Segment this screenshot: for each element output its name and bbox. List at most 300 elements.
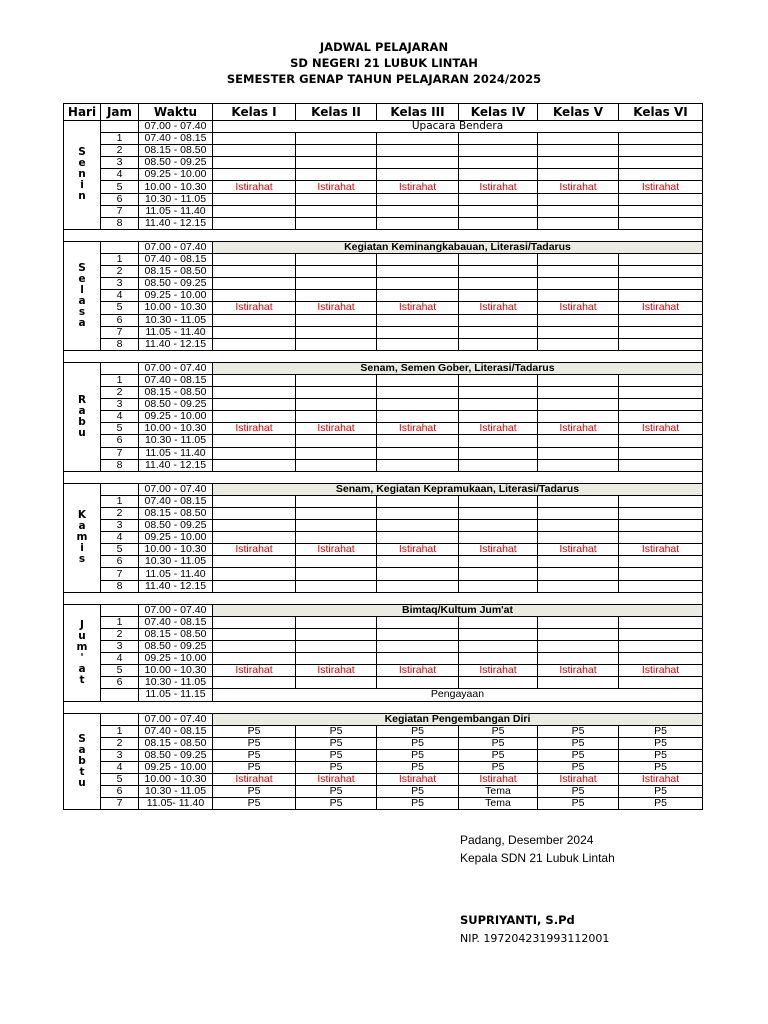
class-cell: [213, 278, 296, 290]
class-cell: [377, 326, 459, 338]
table-row: [64, 628, 703, 640]
jam-cell: [101, 362, 139, 374]
class-cell: [296, 399, 377, 411]
opening-activity: Kegiatan Keminangkabauan, Literasi/Tadarus: [213, 241, 703, 253]
day-letter: a: [78, 294, 86, 307]
class-cell: [213, 459, 296, 471]
class-cell: [296, 447, 377, 459]
day-name-cell: [64, 362, 101, 471]
opening-row: [64, 362, 703, 374]
class-cell: [619, 266, 703, 278]
class-cell: [213, 133, 296, 145]
signature-position: Kepala SDN 21 Lubuk Lintah: [460, 851, 615, 865]
class-cell: [459, 616, 538, 628]
class-cell: P5: [213, 761, 296, 773]
waktu-cell: 09.25 - 10.00: [139, 761, 213, 773]
class-cell: [377, 254, 459, 266]
class-cell: [213, 314, 296, 326]
class-cell: [619, 616, 703, 628]
table-row: [64, 181, 703, 193]
class-cell: [213, 399, 296, 411]
class-cell: [459, 205, 538, 217]
class-cell: [459, 169, 538, 181]
class-cell: P5: [619, 749, 703, 761]
class-cell: [619, 641, 703, 653]
class-cell: [296, 254, 377, 266]
jam-cell: 4: [101, 169, 139, 181]
day-letter: b: [78, 415, 86, 428]
class-cell: [459, 387, 538, 399]
table-row: [64, 532, 703, 544]
class-cell: [296, 568, 377, 580]
class-cell: Istirahat: [377, 665, 459, 677]
day-letter: n: [78, 168, 86, 181]
class-cell: [538, 580, 619, 592]
class-cell: [538, 205, 619, 217]
waktu-cell: 07.00 - 07.40: [139, 241, 213, 253]
class-cell: [619, 568, 703, 580]
jam-cell: 8: [101, 217, 139, 229]
waktu-cell: 11.05 - 11.40: [139, 447, 213, 459]
class-cell: [538, 447, 619, 459]
class-cell: [213, 387, 296, 399]
class-cell: [213, 374, 296, 386]
class-cell: [459, 326, 538, 338]
class-cell: [619, 314, 703, 326]
class-cell: [213, 157, 296, 169]
class-cell: [619, 133, 703, 145]
class-cell: [213, 677, 296, 689]
class-cell: [459, 254, 538, 266]
day-letter: S: [78, 261, 86, 274]
class-cell: [296, 520, 377, 532]
class-cell: [538, 616, 619, 628]
class-cell: Istirahat: [459, 544, 538, 556]
jam-cell: 7: [101, 447, 139, 459]
table-row: [64, 774, 703, 786]
signature-place-date: Padang, Desember 2024: [460, 833, 594, 847]
day-separator-row: [64, 229, 703, 241]
title-line-2: SD NEGERI 21 LUBUK LINTAH: [290, 56, 478, 70]
separator-cell: [64, 229, 703, 241]
jam-cell: 2: [101, 266, 139, 278]
class-cell: [296, 387, 377, 399]
jam-cell: 1: [101, 254, 139, 266]
class-cell: [619, 411, 703, 423]
table-row: [64, 266, 703, 278]
class-cell: [459, 145, 538, 157]
jam-cell: 3: [101, 399, 139, 411]
class-cell: Istirahat: [538, 774, 619, 786]
day-letter: n: [78, 190, 86, 203]
class-cell: [538, 532, 619, 544]
class-cell: [377, 641, 459, 653]
title-line-1: JADWAL PELAJARAN: [319, 40, 449, 54]
class-cell: [538, 399, 619, 411]
class-cell: [377, 677, 459, 689]
table-row: [64, 193, 703, 205]
class-cell: P5: [459, 737, 538, 749]
class-cell: [538, 290, 619, 302]
class-cell: Istirahat: [296, 423, 377, 435]
class-cell: [619, 205, 703, 217]
waktu-cell: 10.30 - 11.05: [139, 314, 213, 326]
class-cell: [538, 314, 619, 326]
class-cell: P5: [619, 737, 703, 749]
waktu-cell: 11.40 - 12.15: [139, 580, 213, 592]
waktu-cell: 10.30 - 11.05: [139, 556, 213, 568]
class-cell: Istirahat: [213, 181, 296, 193]
class-cell: Istirahat: [296, 302, 377, 314]
class-cell: [377, 145, 459, 157]
waktu-cell: 10.30 - 11.05: [139, 677, 213, 689]
class-cell: [459, 532, 538, 544]
day-separator-row: [64, 701, 703, 713]
day-letter: m: [76, 531, 88, 544]
class-cell: Istirahat: [213, 665, 296, 677]
table-row: [64, 205, 703, 217]
day-letter: i: [80, 179, 84, 192]
jam-cell: 8: [101, 580, 139, 592]
class-cell: [377, 411, 459, 423]
day-letter: s: [78, 553, 86, 566]
class-cell: [459, 653, 538, 665]
day-letter: S: [78, 732, 86, 745]
class-cell: P5: [459, 749, 538, 761]
class-cell: [459, 411, 538, 423]
opening-activity: Senam, Semen Gober, Literasi/Tadarus: [213, 362, 703, 374]
class-cell: [213, 205, 296, 217]
class-cell: Istirahat: [619, 302, 703, 314]
jam-cell: 4: [101, 290, 139, 302]
jam-cell: 2: [101, 508, 139, 520]
day-letter: a: [78, 743, 86, 756]
class-cell: P5: [538, 786, 619, 798]
waktu-cell: 08.50 - 09.25: [139, 399, 213, 411]
waktu-cell: 10.00 - 10.30: [139, 774, 213, 786]
opening-row: [64, 483, 703, 495]
class-cell: Istirahat: [619, 774, 703, 786]
class-cell: [538, 387, 619, 399]
jam-cell: [101, 121, 139, 133]
class-cell: Istirahat: [619, 181, 703, 193]
class-cell: [459, 399, 538, 411]
table-row: [64, 520, 703, 532]
table-row: [64, 314, 703, 326]
class-cell: Istirahat: [459, 423, 538, 435]
opening-activity: Upacara Bendera: [213, 121, 703, 133]
day-name-cell: [64, 241, 101, 350]
waktu-cell: 08.15 - 08.50: [139, 628, 213, 640]
table-row: [64, 411, 703, 423]
table-row: [64, 737, 703, 749]
class-cell: [619, 387, 703, 399]
day-letter: e: [78, 157, 86, 170]
waktu-cell: 08.50 - 09.25: [139, 278, 213, 290]
class-cell: [538, 653, 619, 665]
class-cell: [296, 435, 377, 447]
class-cell: [296, 290, 377, 302]
class-cell: Istirahat: [619, 423, 703, 435]
table-row: [64, 157, 703, 169]
class-cell: [213, 641, 296, 653]
waktu-cell: 11.40 - 12.15: [139, 459, 213, 471]
waktu-cell: 07.40 - 08.15: [139, 374, 213, 386]
table-row: [64, 278, 703, 290]
class-cell: [213, 326, 296, 338]
pengayaan-cell: Pengayaan: [213, 689, 703, 701]
class-cell: [213, 435, 296, 447]
jam-cell: 2: [101, 145, 139, 157]
class-cell: [538, 495, 619, 507]
table-row: [64, 217, 703, 229]
class-cell: [377, 338, 459, 350]
class-cell: Tema: [459, 786, 538, 798]
class-cell: [296, 157, 377, 169]
class-cell: [459, 290, 538, 302]
class-cell: P5: [619, 761, 703, 773]
class-cell: [619, 254, 703, 266]
class-cell: P5: [296, 786, 377, 798]
class-cell: [538, 254, 619, 266]
class-cell: [213, 217, 296, 229]
class-cell: [377, 556, 459, 568]
waktu-cell: 09.25 - 10.00: [139, 290, 213, 302]
class-cell: Tema: [459, 798, 538, 810]
class-cell: [538, 568, 619, 580]
class-cell: [213, 169, 296, 181]
waktu-cell: 08.15 - 08.50: [139, 266, 213, 278]
class-cell: [459, 508, 538, 520]
class-cell: Istirahat: [377, 302, 459, 314]
class-cell: [296, 374, 377, 386]
class-cell: [538, 217, 619, 229]
table-row: [64, 399, 703, 411]
jam-cell: 5: [101, 774, 139, 786]
class-cell: Istirahat: [538, 544, 619, 556]
class-cell: [377, 374, 459, 386]
class-cell: [377, 616, 459, 628]
waktu-cell: 08.50 - 09.25: [139, 641, 213, 653]
class-cell: [377, 314, 459, 326]
class-cell: [377, 653, 459, 665]
jam-cell: 6: [101, 556, 139, 568]
header-hari: Hari: [64, 104, 101, 121]
class-cell: [538, 641, 619, 653]
day-letter: u: [78, 426, 86, 439]
class-cell: [459, 580, 538, 592]
class-cell: [459, 447, 538, 459]
class-cell: [377, 435, 459, 447]
class-cell: P5: [619, 725, 703, 737]
waktu-cell: 10.00 - 10.30: [139, 181, 213, 193]
waktu-cell: 09.25 - 10.00: [139, 653, 213, 665]
class-cell: [459, 677, 538, 689]
jam-cell: 8: [101, 338, 139, 350]
class-cell: [296, 495, 377, 507]
class-cell: [459, 556, 538, 568]
class-cell: P5: [538, 761, 619, 773]
day-letter: a: [78, 662, 86, 675]
jam-cell: 2: [101, 628, 139, 640]
class-cell: P5: [538, 737, 619, 749]
table-row: [64, 786, 703, 798]
table-row: [64, 435, 703, 447]
class-cell: [296, 205, 377, 217]
waktu-cell: 11.05 - 11.40: [139, 205, 213, 217]
class-cell: [538, 278, 619, 290]
class-cell: [538, 145, 619, 157]
class-cell: P5: [377, 786, 459, 798]
class-cell: [296, 653, 377, 665]
table-row: [64, 387, 703, 399]
class-cell: [213, 532, 296, 544]
waktu-cell: 11.05 - 11.15: [139, 689, 213, 701]
waktu-cell: 10.30 - 11.05: [139, 193, 213, 205]
class-cell: [538, 520, 619, 532]
class-cell: [619, 580, 703, 592]
waktu-cell: 10.00 - 10.30: [139, 544, 213, 556]
class-cell: [619, 193, 703, 205]
table-row: [64, 725, 703, 737]
class-cell: Istirahat: [619, 544, 703, 556]
class-cell: [377, 399, 459, 411]
table-row: [64, 580, 703, 592]
class-cell: [213, 254, 296, 266]
day-letter: a: [78, 520, 86, 533]
class-cell: [213, 653, 296, 665]
waktu-cell: 08.15 - 08.50: [139, 387, 213, 399]
day-separator-row: [64, 350, 703, 362]
waktu-cell: 08.50 - 09.25: [139, 749, 213, 761]
table-row: [64, 677, 703, 689]
day-letter: a: [78, 316, 86, 329]
class-cell: Istirahat: [459, 665, 538, 677]
class-cell: [538, 266, 619, 278]
schedule-table: [63, 103, 703, 810]
class-cell: [459, 217, 538, 229]
day-letter: l: [80, 283, 84, 296]
class-cell: Istirahat: [213, 774, 296, 786]
table-row: [64, 508, 703, 520]
waktu-cell: 08.15 - 08.50: [139, 145, 213, 157]
class-cell: [619, 532, 703, 544]
class-cell: [213, 411, 296, 423]
table-row: [64, 641, 703, 653]
class-cell: [213, 495, 296, 507]
day-letter: m: [76, 640, 88, 653]
class-cell: Istirahat: [377, 423, 459, 435]
table-row: [64, 290, 703, 302]
header-kelas-2: Kelas II: [296, 104, 377, 121]
day-letter: s: [78, 305, 86, 318]
jam-cell: [101, 241, 139, 253]
header-kelas-4: Kelas IV: [459, 104, 538, 121]
class-cell: [213, 556, 296, 568]
class-cell: [296, 641, 377, 653]
class-cell: [459, 435, 538, 447]
waktu-cell: 09.25 - 10.00: [139, 169, 213, 181]
day-name-cell: [64, 121, 101, 230]
day-letter: J: [80, 618, 84, 631]
class-cell: [459, 338, 538, 350]
table-row: [64, 133, 703, 145]
class-cell: [619, 374, 703, 386]
opening-row: [64, 121, 703, 133]
opening-row: [64, 604, 703, 616]
day-letter: K: [77, 509, 87, 522]
class-cell: [213, 290, 296, 302]
day-letter: a: [78, 404, 86, 417]
class-cell: [296, 580, 377, 592]
table-row: [64, 665, 703, 677]
jam-cell: 4: [101, 653, 139, 665]
class-cell: [538, 193, 619, 205]
waktu-cell: 11.05 - 11.40: [139, 568, 213, 580]
class-cell: [538, 338, 619, 350]
signature-name: SUPRIYANTI, S.Pd: [460, 913, 575, 927]
jam-cell: 5: [101, 423, 139, 435]
class-cell: Istirahat: [213, 302, 296, 314]
waktu-cell: 07.00 - 07.40: [139, 362, 213, 374]
waktu-cell: 11.05- 11.40: [139, 798, 213, 810]
class-cell: [213, 266, 296, 278]
class-cell: [213, 628, 296, 640]
day-name-cell: [64, 483, 101, 592]
class-cell: P5: [619, 798, 703, 810]
class-cell: P5: [296, 737, 377, 749]
waktu-cell: 09.25 - 10.00: [139, 532, 213, 544]
jam-cell: 2: [101, 737, 139, 749]
class-cell: [296, 193, 377, 205]
day-letter: S: [78, 146, 86, 159]
class-cell: P5: [213, 749, 296, 761]
table-row: [64, 459, 703, 471]
class-cell: P5: [377, 725, 459, 737]
class-cell: P5: [213, 725, 296, 737]
table-row: [64, 544, 703, 556]
jam-cell: 1: [101, 374, 139, 386]
class-cell: P5: [459, 761, 538, 773]
jam-cell: [101, 713, 139, 725]
class-cell: P5: [377, 798, 459, 810]
waktu-cell: 11.40 - 12.15: [139, 217, 213, 229]
class-cell: [619, 399, 703, 411]
table-row: [64, 447, 703, 459]
separator-cell: [64, 471, 703, 483]
day-letter: R: [77, 393, 87, 406]
class-cell: Istirahat: [213, 544, 296, 556]
waktu-cell: 07.40 - 08.15: [139, 133, 213, 145]
class-cell: [538, 677, 619, 689]
class-cell: [538, 459, 619, 471]
class-cell: [459, 495, 538, 507]
class-cell: [213, 568, 296, 580]
waktu-cell: 10.30 - 11.05: [139, 786, 213, 798]
jam-cell: 1: [101, 495, 139, 507]
class-cell: P5: [296, 761, 377, 773]
header-kelas-5: Kelas V: [538, 104, 619, 121]
waktu-cell: 10.00 - 10.30: [139, 423, 213, 435]
class-cell: [296, 326, 377, 338]
class-cell: [619, 326, 703, 338]
class-cell: [459, 520, 538, 532]
table-row: [64, 169, 703, 181]
table-row: [64, 374, 703, 386]
waktu-cell: 11.05 - 11.40: [139, 326, 213, 338]
table-row: [64, 616, 703, 628]
opening-row: [64, 241, 703, 253]
